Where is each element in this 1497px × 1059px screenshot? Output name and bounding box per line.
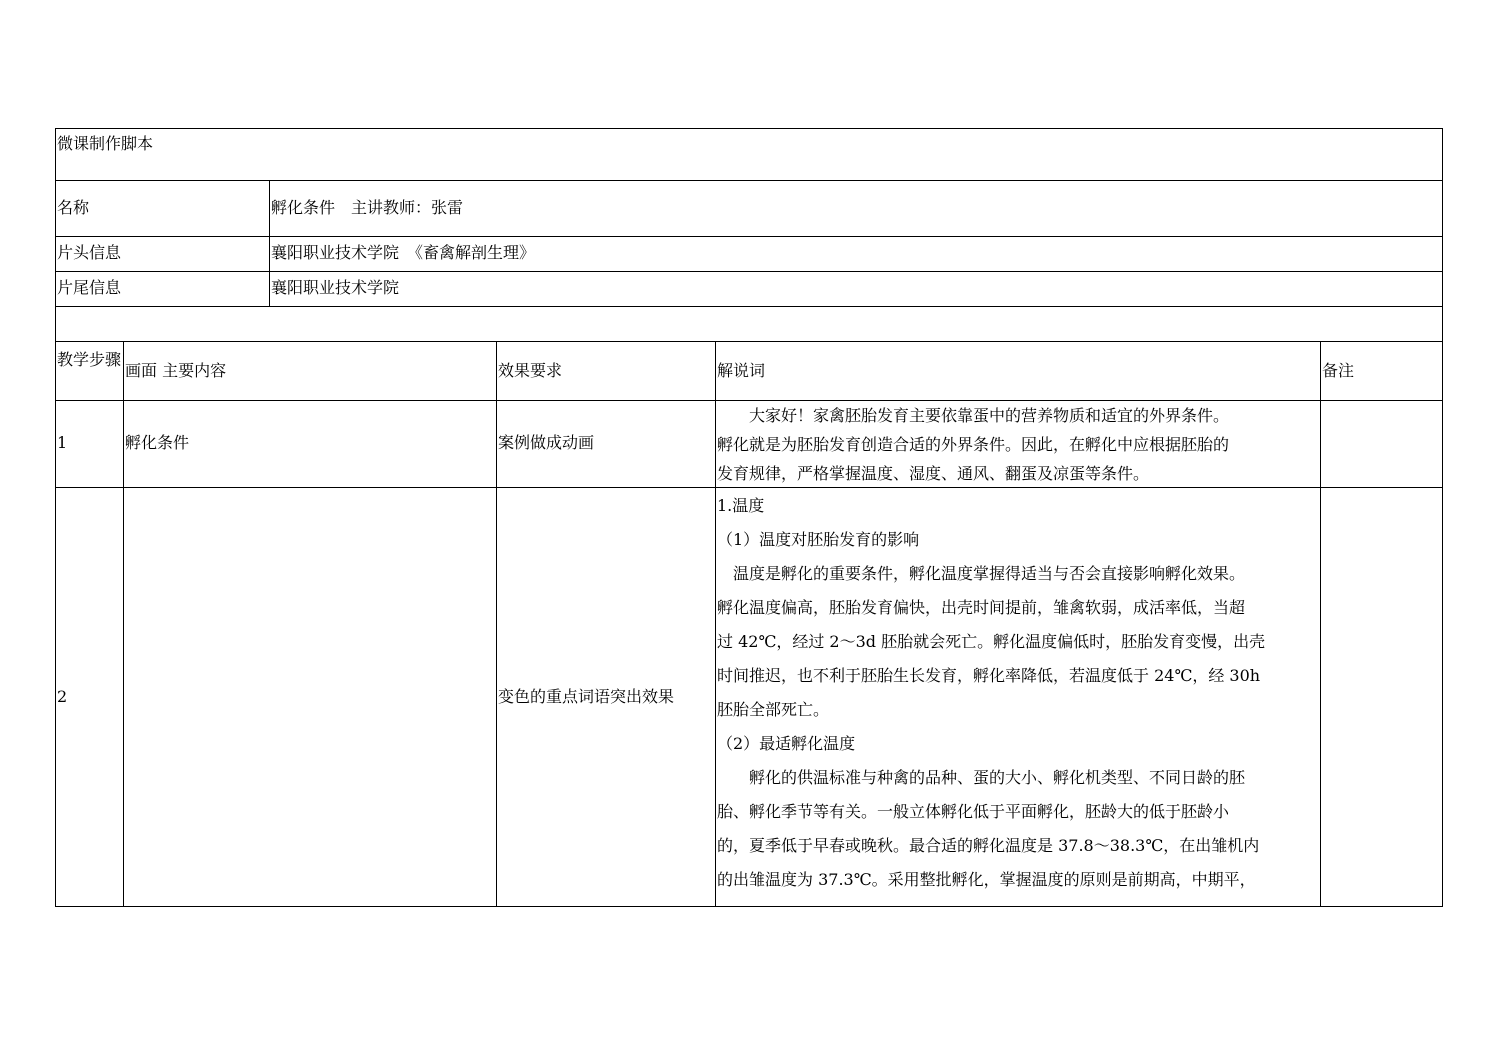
- step-effect: 案例做成动画: [498, 433, 595, 452]
- opening-label: 片头信息: [57, 243, 122, 262]
- ending-label: 片尾信息: [57, 278, 122, 297]
- row-divider: [56, 306, 1442, 307]
- narration-line: 过 42℃，经过 2～3d 胚胎就会死亡。孵化温度偏低时，胚胎发育变慢，出壳: [717, 632, 1266, 651]
- ending-value: 襄阳职业技术学院: [271, 278, 400, 297]
- column-divider: [269, 180, 270, 306]
- header-effect: 效果要求: [498, 361, 563, 380]
- narration-line: 大家好！家禽胚胎发育主要依靠蛋中的营养物质和适宜的外界条件。: [717, 406, 1230, 425]
- header-narration: 解说词: [717, 361, 766, 380]
- column-divider: [496, 341, 497, 906]
- header-step: 教学步骤: [57, 350, 122, 369]
- document-title: 微课制作脚本: [57, 134, 154, 153]
- step-narration: [717, 401, 1229, 488]
- header-notes: 备注: [1322, 361, 1355, 380]
- step-content: 孵化条件: [125, 433, 190, 452]
- narration-line: （1）温度对胚胎发育的影响: [717, 530, 920, 549]
- narration-line: 时间推迟，也不利于胚胎生长发育，孵化率降低，若温度低于 24℃，经 30h: [717, 666, 1261, 685]
- narration-line: 孵化就是为胚胎发育创造合适的外界条件。因此，在孵化中应根据胚胎的: [717, 435, 1230, 454]
- row-divider: [56, 236, 1442, 237]
- narration-line: 的出雏温度为 37.3℃。采用整批孵化，掌握温度的原则是前期高，中期平，: [717, 870, 1256, 889]
- narration-line: 胚胎全部死亡。: [717, 700, 830, 719]
- narration-line: 的，夏季低于早春或晚秋。最合适的孵化温度是 37.8～38.3℃，在出雏机内: [717, 836, 1260, 855]
- row-divider: [56, 341, 1442, 342]
- row-divider: [56, 180, 1442, 181]
- step-narration: [717, 489, 1265, 897]
- header-content: 画面 主要内容: [125, 361, 227, 380]
- opening-value: 襄阳职业技术学院 《畜禽解剖生理》: [271, 243, 536, 262]
- narration-line: 发育规律，严格掌握温度、湿度、通风、翻蛋及凉蛋等条件。: [717, 464, 1150, 483]
- narration-line: （2）最适孵化温度: [717, 734, 856, 753]
- narration-line: 1.温度: [717, 496, 765, 515]
- name-value: 孵化条件 主讲教师：张雷: [271, 198, 464, 217]
- column-divider: [1320, 341, 1321, 906]
- narration-line: 孵化温度偏高，胚胎发育偏快，出壳时间提前，雏禽软弱，成活率低，当超: [717, 598, 1246, 617]
- column-divider: [123, 341, 124, 906]
- column-divider: [715, 341, 716, 906]
- narration-line: 孵化的供温标准与种禽的品种、蛋的大小、孵化机类型、不同日龄的胚: [717, 768, 1246, 787]
- step-number: 2: [57, 687, 68, 706]
- step-effect: 变色的重点词语突出效果: [498, 687, 675, 706]
- name-label: 名称: [57, 198, 90, 217]
- narration-line: 温度是孵化的重要条件，孵化温度掌握得适当与否会直接影响孵化效果。: [717, 564, 1246, 583]
- narration-line: 胎、孵化季节等有关。一般立体孵化低于平面孵化，胚龄大的低于胚龄小: [717, 802, 1230, 821]
- row-divider: [56, 271, 1442, 272]
- step-number: 1: [57, 433, 68, 452]
